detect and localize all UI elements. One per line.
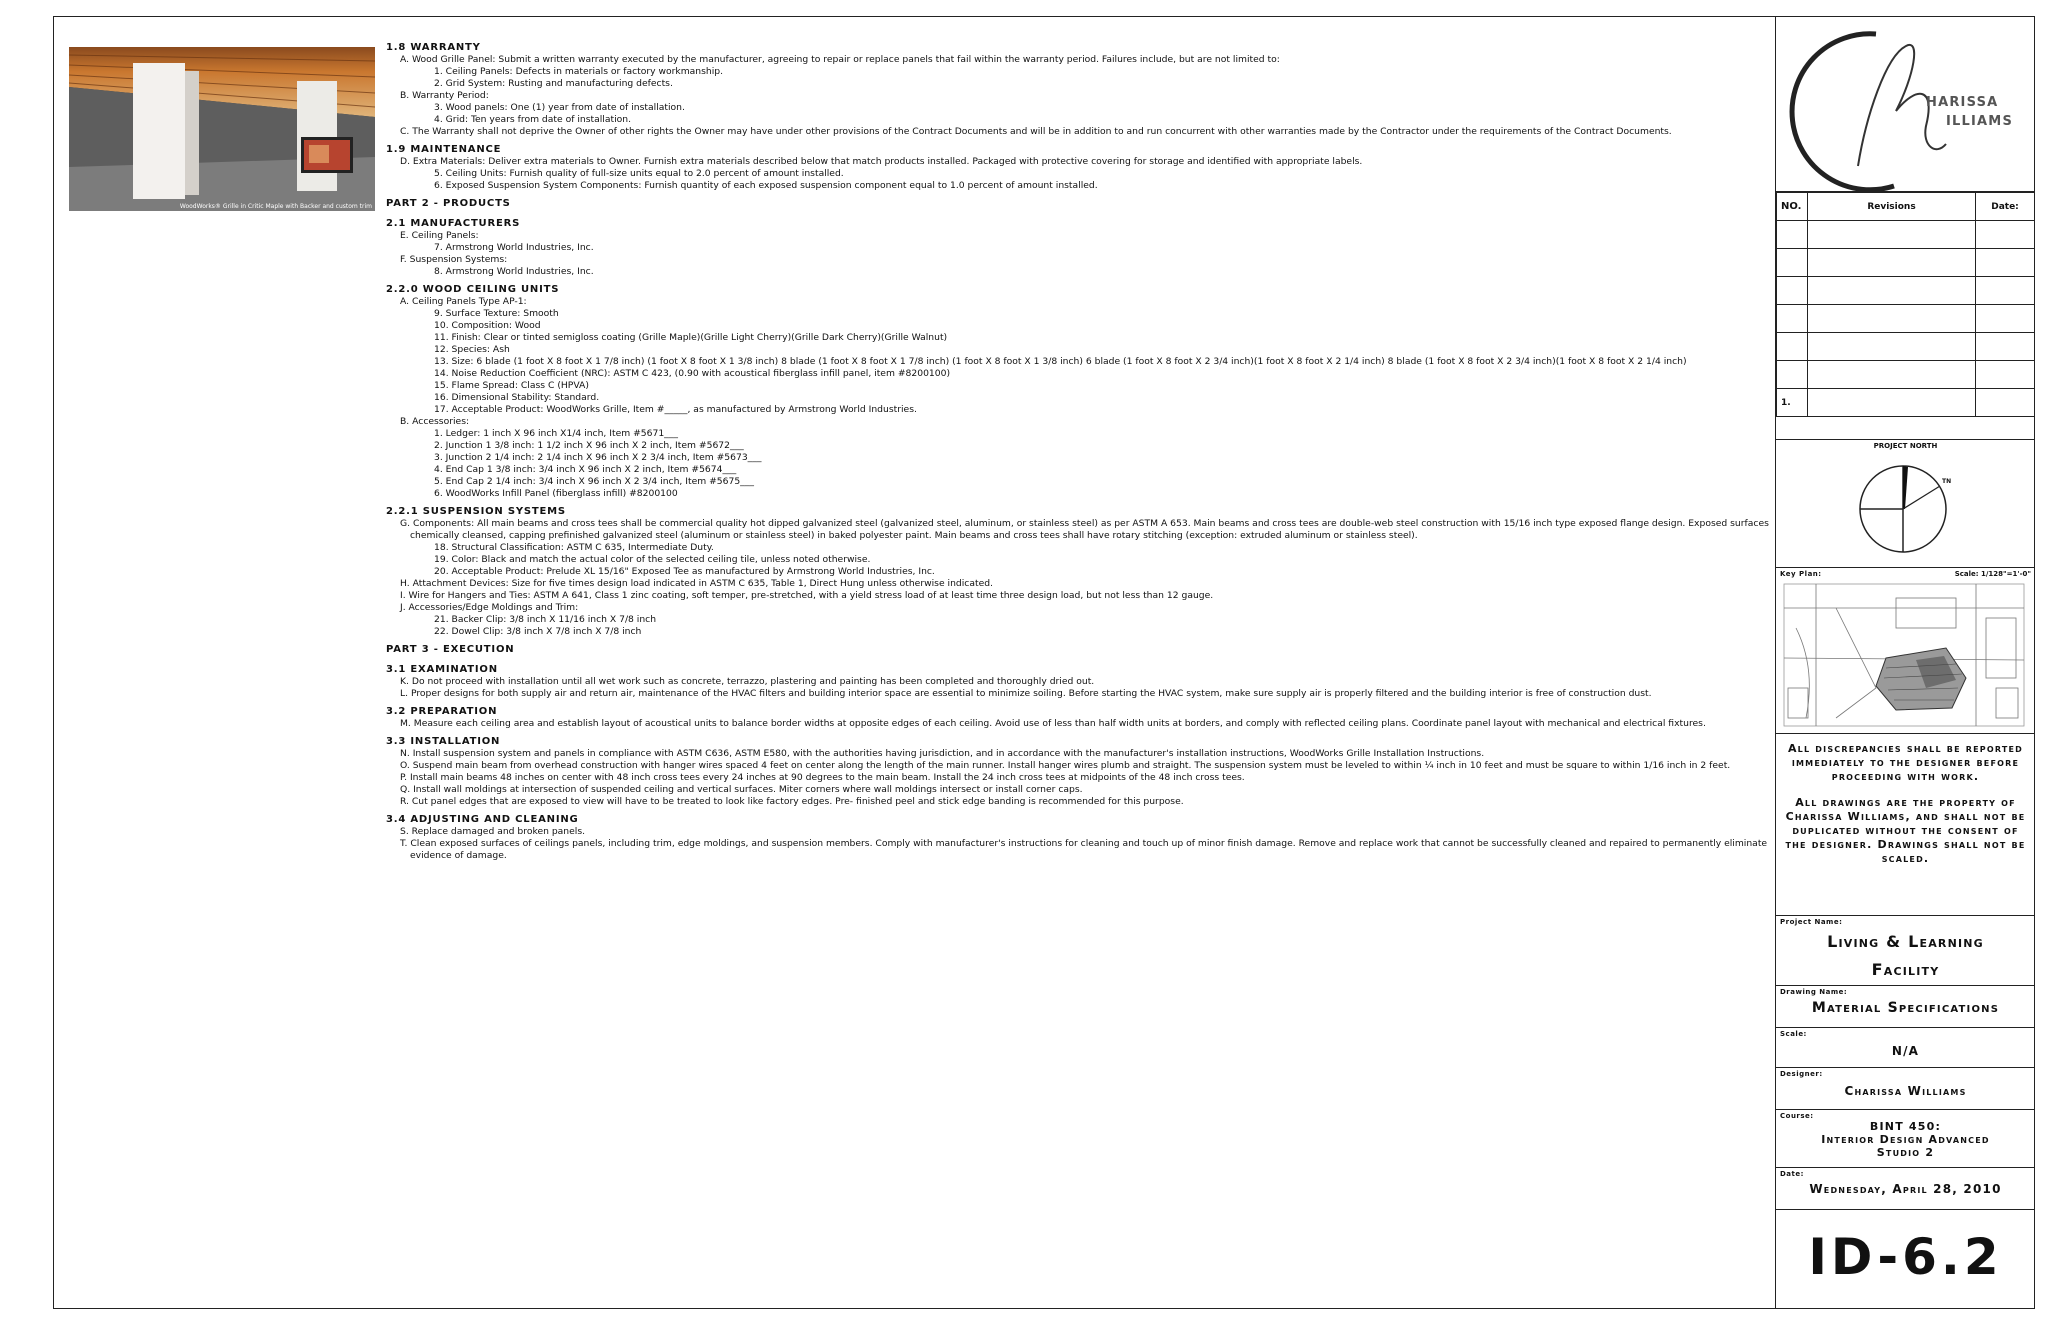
spec-item: B. Warranty Period: [400,90,489,101]
spec-item: Q. Install wall moldings at intersection of suspended ceiling and vertical surfaces. Miter corners where wall moldings intersect or install corner caps. [400,784,1083,795]
property-notice: All drawings are the property of Charissa Williams, and shall not be duplicated without the consent of the designer. Drawings shall not be scaled. [1785,796,2026,865]
discrepancy-notice: All discrepancies shall be reported immediately to the designer before proceeding with work. [1787,742,2024,783]
spec-section [386,42,1771,138]
true-north-label: TN [1942,478,1952,485]
spec-subitem: 14. Noise Reduction Coefficient (NRC): ASTM C 423, (0.90 with acoustical fiberglass infill panel, item #8200100) [434,368,951,379]
spec-item: F. Suspension Systems: [400,254,508,265]
date-value: Wednesday, April 28, 2010 [1809,1182,2002,1196]
drawing-name: Material Specifications [1811,1000,2000,1016]
spec-item: S. Replace damaged and broken panels. [400,826,586,837]
rev-date-header: Date: [1976,193,2035,221]
rev-no-header: NO. [1777,193,1808,221]
spec-subitem: 9. Surface Texture: Smooth [434,308,559,319]
spec-subitem: 11. Finish: Clear or tinted semigloss coating (Grille Maple)(Grille Light Cherry)(Grille Dark Cherry)(Grille Walnut) [434,332,948,343]
spec-subitem: 16. Dimensional Stability: Standard. [434,392,600,403]
spec-item: E. Ceiling Panels: [400,230,479,241]
part-heading: PART 3 - EXECUTION [386,644,515,655]
spec-item: P. Install main beams 48 inches on center with 48 inch cross tees every 24 inches at 90 degrees to the main beam. Install the 24 inch cross tees at midpoints of the 48 inch cross tees. [400,772,1245,783]
date-section [1776,1168,2035,1210]
spec-subitem: 4. End Cap 1 3/8 inch: 3/4 inch X 96 inch X 2 inch, Item #5674___ [434,464,737,475]
date-label: Date: [1780,1170,1804,1178]
notice-section [1776,734,2035,916]
spec-item: O. Suspend main beam from overhead construction with hanger wires spaced 4 feet on center along the length of the main runner. Install hanger wires plumb and straight. The suspension system must be leveled to within ¼ inch in 10 feet and must be square to within 1/16 inch in 2 feet. [400,760,1731,771]
key-plan-label: Key Plan: [1780,570,1822,578]
spec-subitem: 3. Wood panels: One (1) year from date of installation. [434,102,685,113]
drawing-name-section [1776,986,2035,1028]
drawing-name-label: Drawing Name: [1780,988,1848,996]
section-heading: 3.4 ADJUSTING AND CLEANING [386,814,579,825]
section-heading: 2.2.1 SUSPENSION SYSTEMS [386,506,566,517]
logo-text-1: HARISSA [1926,95,1999,110]
part-heading: PART 2 - PRODUCTS [386,198,511,209]
spec-item: H. Attachment Devices: Size for five times design load indicated in ASTM C 635, Table 1, Direct Hung unless otherwise indicated. [400,578,993,589]
key-plan-scale: Scale: 1/128"=1'-0" [1954,570,2031,578]
rev-title-header: Revisions [1808,193,1976,221]
spec-item: A. Wood Grille Panel: Submit a written warranty executed by the manufacturer, agreeing to repair or replace panels that fail within the warranty period. Failures include, but are not limited to: [400,54,1280,65]
scale-value: N/A [1891,1044,1920,1058]
spec-section [386,218,1771,278]
section-heading: 3.1 EXAMINATION [386,664,498,675]
spec-item: I. Wire for Hangers and Ties: ASTM A 641, Class 1 zinc coating, soft temper, pre-stretched, with a yield stress load of at least time three design load, but not less than 12 gauge. [400,590,1214,601]
north-arrow-section [1776,440,2035,568]
spec-item: L. Proper designs for both supply air and return air, maintenance of the HVAC filters and building interior space are essential to minimize soiling. Before starting the HVAC system, make sure supply air is properly filtered and the building interior is free of construction dust. [400,688,1652,699]
spec-item: C. The Warranty shall not deprive the Owner of other rights the Owner may have under other provisions of the Contract Documents and will be in addition to and run concurrent with other warranties made by the Contractor under the requirements of the Contract Documents. [400,126,1672,137]
spec-subitem: 15. Flame Spread: Class C (HPVA) [434,380,589,391]
key-plan-section [1776,568,2035,734]
section-heading: 1.9 MAINTENANCE [386,144,502,155]
spec-subitem: 2. Grid System: Rusting and manufacturing defects. [434,78,673,89]
spec-subitem: 6. WoodWorks Infill Panel (fiberglass infill) #8200100 [434,488,678,499]
spec-item: D. Extra Materials: Deliver extra materials to Owner. Furnish extra materials described below that match products installed. Packaged with protective covering for storage and identified with appropriate labels. [400,156,1363,167]
designer-section [1776,1068,2035,1110]
spec-item: J. Accessories/Edge Moldings and Trim: [400,602,579,613]
spec-subitem: 19. Color: Black and match the actual color of the selected ceiling tile, unless noted otherwise. [434,554,871,565]
course-line3: Studio 2 [1876,1146,1935,1159]
project-north-label: PROJECT NORTH [1873,442,1938,450]
photo-caption: WoodWorks® Grille in Critic Maple with Backer and custom trim [179,203,372,210]
course-section [1776,1110,2035,1168]
spec-subitem: 18. Structural Classification: ASTM C 635, Intermediate Duty. [434,542,714,553]
spec-subitem: 3. Junction 2 1/4 inch: 2 1/4 inch X 96 inch X 2 3/4 inch, Item #5673___ [434,452,762,463]
sheet-number-section [1776,1210,2035,1309]
spec-subitem: 2. Junction 1 3/8 inch: 1 1/2 inch X 96 inch X 2 inch, Item #5672___ [434,440,744,451]
sheet-number: ID-6.2 [1808,1228,2003,1286]
spec-section [386,736,1771,808]
spec-subitem: 8. Armstrong World Industries, Inc. [434,266,594,277]
spec-item: A. Ceiling Panels Type AP-1: [400,296,527,307]
spec-section [386,814,1771,862]
spec-section [386,284,1771,500]
rev-row-number: 1. [1777,389,1808,417]
key-plan-map [1776,568,2034,734]
spec-subitem: 5. Ceiling Units: Furnish quality of full-size units equal to 2.0 percent of amount installed. [434,168,844,179]
project-name-section [1776,916,2035,986]
spec-section [386,706,1771,730]
spec-item: R. Cut panel edges that are exposed to view will have to be treated to look like factory edges. Pre- finished peel and stick edge banding is recommended for this purpose. [400,796,1184,807]
spec-section [386,506,1771,638]
spec-item: K. Do not proceed with installation until all wet work such as concrete, terrazzo, plastering and painting has been completed and thoroughly dried out. [400,676,1095,687]
project-name-line2: Facility [1871,960,1940,979]
spec-subitem: 22. Dowel Clip: 3/8 inch X 7/8 inch X 7/8 inch [434,626,642,637]
course-label: Course: [1780,1112,1814,1120]
scale-section [1776,1028,2035,1068]
spec-item: T. Clean exposed surfaces of ceilings panels, including trim, edge moldings, and suspension members. Comply with manufacturer's instructions for cleaning and touch up of minor finish damage. Remove and replace work that cannot be successfully cleaned and repaired to permanently eliminate evidence of damage. [400,838,1768,861]
spec-subitem: 1. Ledger: 1 inch X 96 inch X1/4 inch, Item #5671___ [434,428,678,439]
scale-label: Scale: [1780,1030,1807,1038]
course-line1: BINT 450: [1869,1120,1942,1133]
spec-section [386,664,1771,700]
section-heading: 1.8 WARRANTY [386,42,481,53]
section-heading: 2.1 MANUFACTURERS [386,218,521,229]
spec-subitem: 12. Species: Ash [434,344,510,355]
spec-subitem: 6. Exposed Suspension System Components: Furnish quantity of each exposed suspension component equal to 1.0 percent of amount installed. [434,180,1098,191]
spec-subitem: 10. Composition: Wood [434,320,541,331]
specification-text [386,42,1771,1292]
north-arrow-icon [1776,440,2034,568]
ceiling-photo-image [69,47,375,211]
title-block [1775,16,2035,1309]
spec-subitem: 1. Ceiling Panels: Defects in materials or factory workmanship. [434,66,724,77]
spec-subitem: 21. Backer Clip: 3/8 inch X 11/16 inch X 7/8 inch [434,614,657,625]
project-name-label: Project Name: [1780,918,1843,926]
spec-subitem: 7. Armstrong World Industries, Inc. [434,242,594,253]
spec-item: N. Install suspension system and panels in compliance with ASTM C636, ASTM E580, with the authorities having jurisdiction, and in accordance with the manufacturer's installation instructions, WoodWorks Grille Installation Instructions. [400,748,1485,759]
spec-subitem: 13. Size: 6 blade (1 foot X 8 foot X 1 7/8 inch) (1 foot X 8 foot X 1 3/8 inch) 8 blade (1 foot X 8 foot X 1 7/8 inch) (1 foot X 8 foot X 1 3/8 inch) 6 blade (1 foot X 8 foot X 2 3/4 inch)(1 foot X 8 foot X 2 1/4 inch) 8 blade (1 foot X 8 foot X 2 3/4 inch)(1 foot X 8 foot X 2 1/4 inch) [434,356,1687,367]
logo-section [1776,16,2035,192]
spec-item: G. Components: All main beams and cross tees shall be commercial quality hot dipped galvanized steel (galvanized steel, aluminum, or stainless steel) as per ASTM A 653. Main beams and cross tees are double-web steel construction with 15/16 inch type exposed flange design. Exposed surfaces chemically cleansed, capping prefinished galvanized steel (aluminum or stainless steel) in baked polyester paint. Main beams and cross tees shall have rotary stitching (exception: extruded aluminum or stainless steel). [400,518,1769,541]
spec-section [386,144,1771,192]
section-heading: 3.2 PREPARATION [386,706,498,717]
designer-label: Designer: [1780,1070,1823,1078]
spec-subitem: 4. Grid: Ten years from date of installation. [434,114,631,125]
designer-name: Charissa Williams [1844,1084,1967,1098]
spec-item: B. Accessories: [400,416,470,427]
logo-text-2: ILLIAMS [1946,114,2014,129]
project-name-line1: Living & Learning [1827,932,1984,951]
ceiling-photo [69,47,375,211]
spec-subitem: 5. End Cap 2 1/4 inch: 3/4 inch X 96 inch X 2 3/4 inch, Item #5675___ [434,476,754,487]
section-heading: 2.2.0 WOOD CEILING UNITS [386,284,560,295]
section-heading: 3.3 INSTALLATION [386,736,501,747]
spec-item: M. Measure each ceiling area and establish layout of acoustical units to balance border widths at opposite edges of each ceiling. Avoid use of less than half width units at borders, and comply with reflected ceiling plans. Coordinate panel layout with mechanical and electrical fixtures. [400,718,1706,729]
spec-subitem: 17. Acceptable Product: WoodWorks Grille, Item #_____, as manufactured by Armstrong World Industries. [434,404,917,415]
spec-subitem: 20. Acceptable Product: Prelude XL 15/16" Exposed Tee as manufactured by Armstrong World Industries, Inc. [434,566,935,577]
course-line2: Interior Design Advanced [1821,1133,1990,1146]
revisions-table [1776,192,2035,440]
